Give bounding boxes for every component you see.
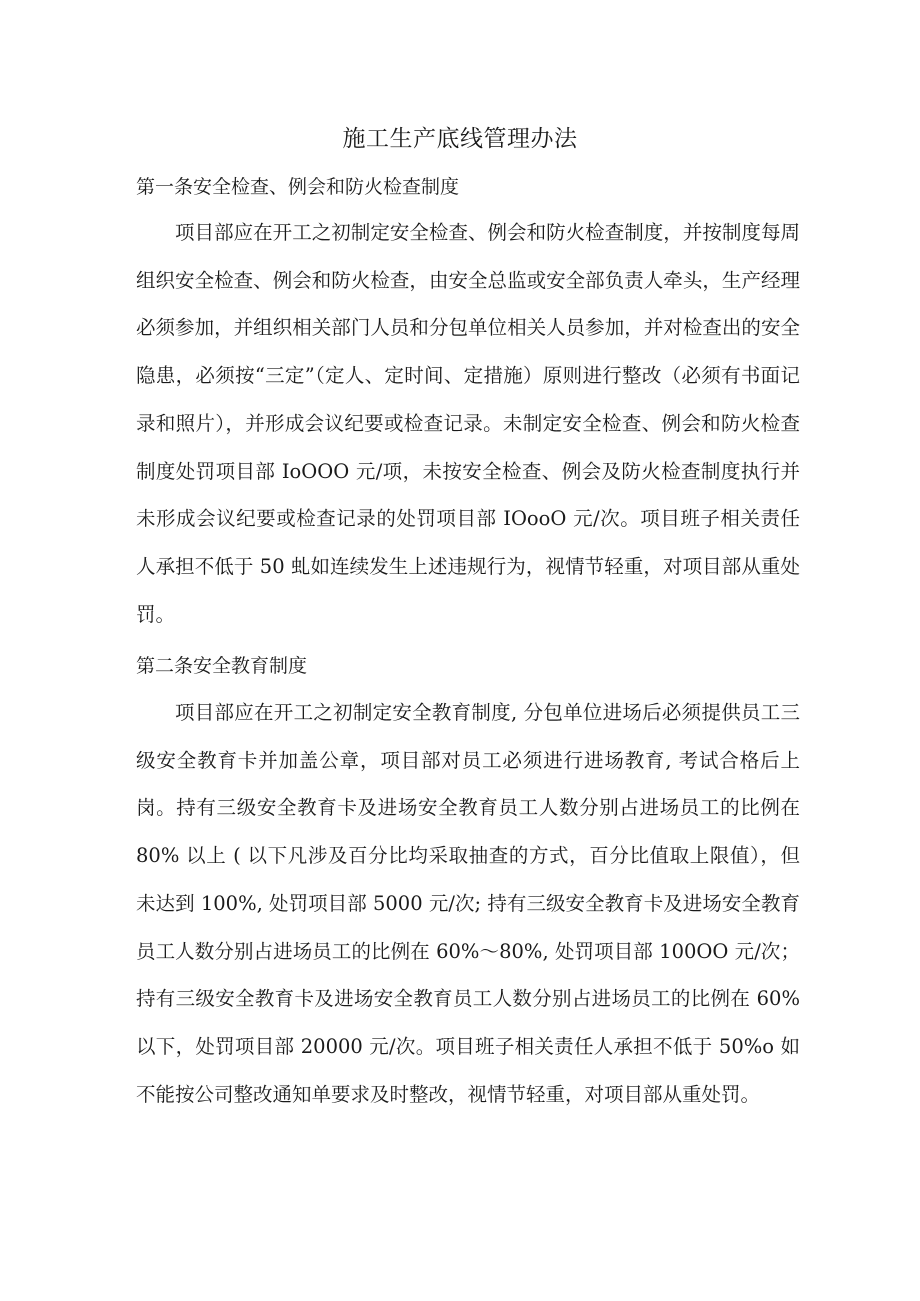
section-1-body: 项目部应在开工之初制定安全检查、例会和防火检查制度，并按制度每周组织安全检查、例会和防火检查，由安全总监或安全部负责人牵头，生产经理必须参加，并组织相关部门人员和分包单位相关人员参加，并对检查出的安全隐患，必须按“三定”（定人、定时间、定措施）原则进行整改（必须有书面记录和照片），并形成会议纪要或检查记录。未制定安全检查、例会和防火检查制度处罚项目部 IoOOO 元/项，未按安全检查、例会及防火检查制度执行并未形成会议纪要或检查记录的处罚项目部 IOooO 元/次。项目班子相关责任人承担不低于 50 虬如连续发生上述违规行为，视情节轻重，对项目部从重处罚。 (136, 221, 800, 626)
document-title: 施工生产底线管理办法 (342, 126, 578, 152)
section-2-body: 项目部应在开工之初制定安全教育制度, 分包单位进场后必须提供员工三级安全教育卡并加盖公章，项目部对员工必须进行进场教育, 考试合格后上岗。持有三级安全教育卡及进场安全教育员工人数分别占进场员工的比例在 80% 以上 ( 以下凡涉及百分比均采取抽查的方式，百分比值取上限值），但未达到 100%, 处罚项目部 5000 元/次; 持有三级安全教育卡及进场安全教育员工人数分别占进场员工的比例在 60%〜80%, 处罚项目部 100OO 元/次；持有三级安全教育卡及进场安全教育员工人数分别占进场员工的比例在 60% 以下，处罚项目部 20000 元/次。项目班子相关责任人承担不低于 50%o 如不能按公司整改通知单要求及时整改，视情节轻重，对项目部从重处罚。 (136, 701, 800, 1106)
section-1-heading: 第一条安全检查、例会和防火检查制度 (136, 176, 460, 198)
section-2-heading: 第二条安全教育制度 (136, 655, 308, 677)
